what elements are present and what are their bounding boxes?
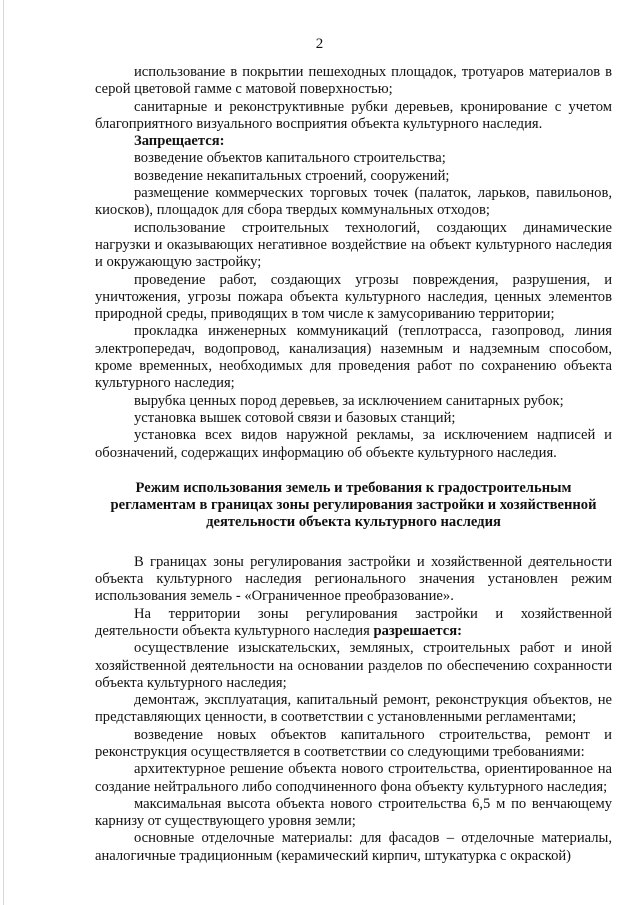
forbidden-item: прокладка инженерных коммуникаций (теплотрасса, газопровод, линия электропередач, водопровод, канализация) наземным и надземным способом, кроме временных, необходимых для проведения работ по сохранению объекта культурного наследия; xyxy=(95,323,612,392)
document-body xyxy=(95,64,612,865)
forbidden-item: установка вышек сотовой связи и базовых станций; xyxy=(134,409,456,426)
page-edge-line xyxy=(3,0,4,905)
allowed-item: осуществление изыскательских, земляных, строительных работ и иной хозяйственной деятельности на основании разделов по обеспечению сохранности объекта культурного наследия; xyxy=(95,640,612,691)
forbidden-title: Запрещается: xyxy=(134,133,225,150)
allowed-intro xyxy=(95,606,612,641)
paragraph-paving-materials: использование в покрытии пешеходных площадок, тротуаров материалов в серой цветовой гамме с матовой поверхностью; xyxy=(95,64,612,98)
forbidden-item: проведение работ, создающих угрозы повреждения, разрушения, и уничтожения, угрозы пожара объекта культурного наследия, ценных элементов природной среды, приводящих в том числе к замусориванию территории; xyxy=(95,271,612,323)
allowed-item: максимальная высота объекта нового строительства 6,5 м по венчающему карнизу от существующего уровня земли; xyxy=(95,795,612,830)
paragraph-sanitary-felling: санитарные и реконструктивные рубки деревьев, кронирование с учетом благоприятного визуального восприятия объекта культурного наследия. xyxy=(95,98,612,132)
allowed-item: основные отделочные материалы: для фасадов – отделочные материалы, аналогичные традиционным (керамический кирпич, штукатурка с окраской) xyxy=(95,830,612,864)
forbidden-item: возведение объектов капитального строительства; xyxy=(134,150,446,167)
forbidden-item: размещение коммерческих торговых точек (палаток, ларьков, павильонов, киосков), площадок для сбора твердых коммунальных отходов; xyxy=(95,185,612,219)
forbidden-item: возведение некапитальных строений, сооружений; xyxy=(134,167,450,184)
page-number: 2 xyxy=(315,36,324,52)
allowed-item: возведение новых объектов капитального строительства, ремонт и реконструкция осуществляется в соответствии со следующими требованиями: xyxy=(95,726,612,760)
section-heading: Режим использования земель и требования к градостроительным регламентам в границах зоны регулирования застройки и хозяйственной деятельности объекта культурного наследия xyxy=(110,479,597,531)
section-intro: В границах зоны регулирования застройки и хозяйственной деятельности объекта культурного наследия регионального значения установлен режим использования земель - «Ограниченное преобразование». xyxy=(95,553,612,605)
allowed-item: демонтаж, эксплуатация, капитальный ремонт, реконструкция объектов, не представляющих ценности, в соответствии с установленными регламентами; xyxy=(95,692,612,726)
allowed-keyword: разрешается: xyxy=(373,622,463,639)
forbidden-item: вырубка ценных пород деревьев, за исключением санитарных рубок; xyxy=(134,392,564,409)
forbidden-item: установка всех видов наружной рекламы, за исключением надписей и обозначений, содержащих информацию об объекте культурного наследия. xyxy=(95,427,612,461)
forbidden-item: использование строительных технологий, создающих динамические нагрузки и оказывающих негативное воздействие на объект культурного наследия и окружающую застройку; xyxy=(95,219,612,271)
allowed-intro-text: На территории зоны регулирования застройки и хозяйственной деятельности объекта культурного наследия xyxy=(95,605,612,639)
allowed-item: архитектурное решение объекта нового строительства, ориентированное на создание нейтрального либо соподчиненного фона объекту культурного наследия; xyxy=(95,761,612,795)
